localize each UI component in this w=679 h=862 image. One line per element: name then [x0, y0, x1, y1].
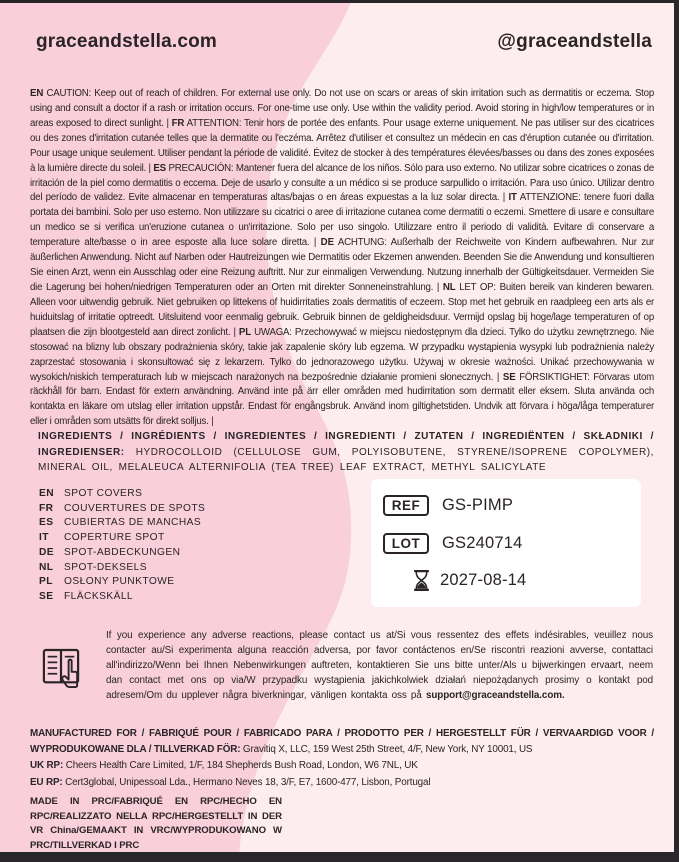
product-name-row [39, 502, 205, 517]
language-code: IT [39, 532, 49, 544]
support-email: support@graceandstella.com. [425, 689, 565, 701]
caution-language-code: IT [508, 192, 517, 204]
product-name-label: OSŁONY PUNKTOWE [64, 576, 175, 588]
ingredients-text [38, 429, 654, 476]
manufactured-for-heading: MANUFACTURED FOR / FABRIQUÉ POUR / FABRICADO PARA / PRODOTTO PER / HERGESTELLT FÜR / VERVAARDIGD VOOR / WYPRODUKOWANE DLA / TILLVERKAD FÖR: [30, 728, 654, 756]
ingredients-heading: INGREDIENTS / INGRÉDIENTS / INGREDIENTES / INGREDIENTI / ZUTATEN / INGREDIËNTEN / SKŁADNIKI / INGREDIENSER: [38, 431, 654, 458]
product-name-label: SPOT-ABDECKUNGEN [64, 546, 181, 558]
language-code: DE [39, 546, 55, 558]
eu-rp-label: EU RP: [30, 776, 63, 788]
uk-rp-label: UK RP: [30, 760, 64, 772]
language-code: FR [39, 502, 54, 514]
hourglass-icon [413, 570, 430, 591]
ref-symbol: REF [383, 495, 429, 516]
language-code: SE [39, 590, 54, 602]
eu-rp-line [30, 775, 654, 791]
ref-lot-expiry-box [371, 479, 641, 607]
uk-rp-value: Cheers Health Care Limited, 1/F, 184 Shepherds Bush Road, London, W6 7NL, UK [63, 760, 418, 772]
caution-language-code: PL [238, 326, 252, 338]
language-code: PL [39, 576, 53, 588]
caution-language-code: NL [442, 281, 456, 293]
lot-symbol: LOT [383, 533, 429, 554]
manufacturer-info [30, 726, 654, 791]
language-code: ES [39, 517, 54, 529]
product-name-label: SPOT-DEKSELS [64, 561, 147, 573]
lot-value: GS240714 [442, 533, 523, 552]
caution-language-code: ES [153, 162, 167, 174]
caution-language-code: SE [502, 371, 516, 383]
brand-social-handle: @graceandstella [497, 31, 652, 52]
product-name-translations [39, 487, 205, 605]
made-in-text: MADE IN PRC/FABRIQUÉ EN RPC/HECHO EN RPC/REALIZZATO NELLA RPC/HERGESTELLT IN DER VR China/GEMAAKT IN VRC/WYPRODUKOWANO W PRC/TILLVERKAD I PRC [30, 796, 282, 851]
caution-language-code: DE [320, 237, 334, 249]
product-name-row [39, 590, 205, 605]
adverse-reactions-text [106, 629, 653, 704]
product-name-label: COUVERTURES DE SPOTS [64, 502, 206, 514]
product-name-row [39, 531, 205, 546]
language-code: EN [39, 488, 55, 499]
product-name-row [39, 546, 205, 561]
product-name-row [39, 516, 205, 531]
caution-language-code: EN [30, 88, 44, 99]
brand-website: graceandstella.com [36, 31, 218, 52]
product-name-row [39, 561, 205, 576]
ingredients-list: HYDROCOLLOID (CELLULOSE GUM, POLYISOBUTENE, STYRENE/ISOPRENE COPOLYMER), MINERAL OIL, MELALEUCA ALTERNIFOLIA (TEA TREE) LEAF EXTRACT, METHYL SALICYLATE [38, 446, 654, 474]
product-name-label: CUBIERTAS DE MANCHAS [64, 517, 202, 529]
expiry-date: 2027-08-14 [440, 571, 527, 589]
consult-instructions-booklet-icon [42, 646, 80, 692]
photo-edge-top [0, 0, 679, 3]
expiry-row [383, 566, 641, 596]
manufactured-for-company: Gravitiq X, LLC, 159 West 25th Street, 4/F, New York, NY 10001, US [240, 744, 533, 756]
product-name-row [39, 487, 205, 502]
ref-value: GS-PIMP [442, 496, 514, 514]
lot-row [383, 528, 641, 558]
caution-language-code: FR [171, 117, 185, 129]
photo-edge-bottom [0, 852, 679, 862]
manufactured-for-line [30, 726, 654, 758]
product-name-label: FLÄCKSKÄLL [64, 590, 134, 602]
product-name-label: SPOT COVERS [64, 488, 143, 499]
product-name-label: COPERTURE SPOT [64, 532, 165, 544]
eu-rp-value: Cert3global, Unipessoal Lda., Hermano Neves 18, 3/F, E7, 1600-477, Lisbon, Portugal [62, 776, 431, 788]
multilingual-caution-text: EN CAUTION: Keep out of reach of children. For external use only. Do not use on scars or areas of skin irritation such as dermatitis or eczema. Stop using and consult a doctor if a rash or irritation occurs. For one-time use only. Use within the validity period. Avoid storing in high/low temperatures or in areas exposed to direct sunlight. | FR ATTENTION: Tenir hors de portée des enfants. Pour usage externe uniquement. Ne pas utiliser sur des cicatrices ou des zones d'irritation cutanée telles que la dermatite ou l'eczéma. Arrêtez d'utiliser et consultez un médecin en cas d'éruption cutanée ou d'irritation. Pour usage unique seulement. Utiliser pendant la période de validité. Évitez de stocker à des températures élevées/basses ou dans des zones exposées à la lumière directe du soleil. | ES PRECAUCIÓN: Mantener fuera del alcance de los niños. Sólo para uso externo. No utilizar sobre cicatrices o zonas de irritación de la piel como dermatitis o eccema. Deje de usarlo y consulte a un médico si se produce sarpullido o irritación. Para uso único. Utilizar dentro del período de validez. Evite almacenar en temperaturas altas/bajas o en áreas expuestas a la luz solar directa. | IT ATTENZIONE: tenere fuori dalla portata dei bambini. Solo per uso esterno. Non utilizzare su cicatrici o aree di irritazione cutanea come dermatiti o eczemi. Smettere di usare e consultare un medico se si verifica un'eruzione cutanea o un'irritazione. Solo per uso singolo. Utilizzare entro il periodo di validità. Evitare di conservare a temperature alte/basse o in aree esposte alla luce solare diretta. | DE ACHTUNG: Außerhalb der Reichweite von Kindern aufbewahren. Nur zur äußerlichen Anwendung. Nicht auf Narben oder Hautreizungen wie Dermatitis oder Ekzemen anwenden. Beenden Sie die Anwendung und konsultieren Sie einen Arzt, wenn ein Ausschlag oder eine Reizung auftritt. Nur zur einmaligen Verwendung. Nutzung innerhalb der Gültigkeitsdauer. Vermeiden Sie die Lagerung bei hohen/niedrigen Temperaturen oder an Orten mit direkter Sonneneinstrahlung. | NL LET OP: Buiten bereik van kinderen bewaren. Alleen voor uitwendig gebruik. Niet gebruiken op littekens of huidirritaties zoals dermatitis of eczeem. Stop met het gebruik en raadpleeg een arts als er huiduitslag of irritatie optreedt. Uitsluitend voor eenmalig gebruik. Gebruik binnen de geldigheidsduur. Vermijd opslag bij hoge/lage temperaturen of op plaatsen die zijn blootgesteld aan direct zonlicht. | PL UWAGA: Przechowywać w miejscu niedostępnym dla dzieci. Tylko do użytku zewnętrznego. Nie stosować na blizny lub obszary podrażnienia skóry, takie jak zapalenie skóry lub egzema. W przypadku wystąpienia wysypki lub podrażnienia należy zaprzestać stosowania i skonsultować się z lekarzem. Tylko do jednorazowego użytku. Używaj w okresie ważności. Unikać przechowywania w wysokich/niskich temperaturach lub w miejscach narażonych na bezpośrednie działanie promieni słonecznych. | SE FÖRSIKTIGHET: Förvaras utom räckhåll för barn. Endast för extern användning. Använd inte på ärr eller områden med hudirritation som dermatit eller eksem. Sluta använda och kontakta en läkare om utslag eller irritation uppstår. Endast för engångsbruk. Använd inom giltighetstiden. Undvik att förvara i höga/låga temperaturer eller i områden som utsätts för direkt solljus. | [30, 88, 655, 428]
uk-rp-line [30, 758, 654, 774]
language-code: NL [39, 561, 54, 573]
photo-edge-right [674, 0, 679, 862]
product-name-row [39, 575, 205, 590]
ref-row [383, 491, 641, 521]
adverse-reactions-body: If you experience any adverse reactions, please contact us at/Si vous ressentez des effets indésirables, veuillez nous contacter au/Si experimenta alguna reacción adversa, por favor contáctenos en/Se riscontri reazioni avverse, contattaci all'indirizzo/Wenn bei Ihnen Nebenwirkungen auftreten, kontaktieren Sie uns bitte unter/Als u bijwerkingen ervaart, neem dan contact met ons op via/W przypadku wystąpienia jakichkolwiek działań niepożądanych prosimy o kontakt pod adresem/Om du upplever några biverkningar, vänligen kontakta oss på [106, 630, 653, 701]
